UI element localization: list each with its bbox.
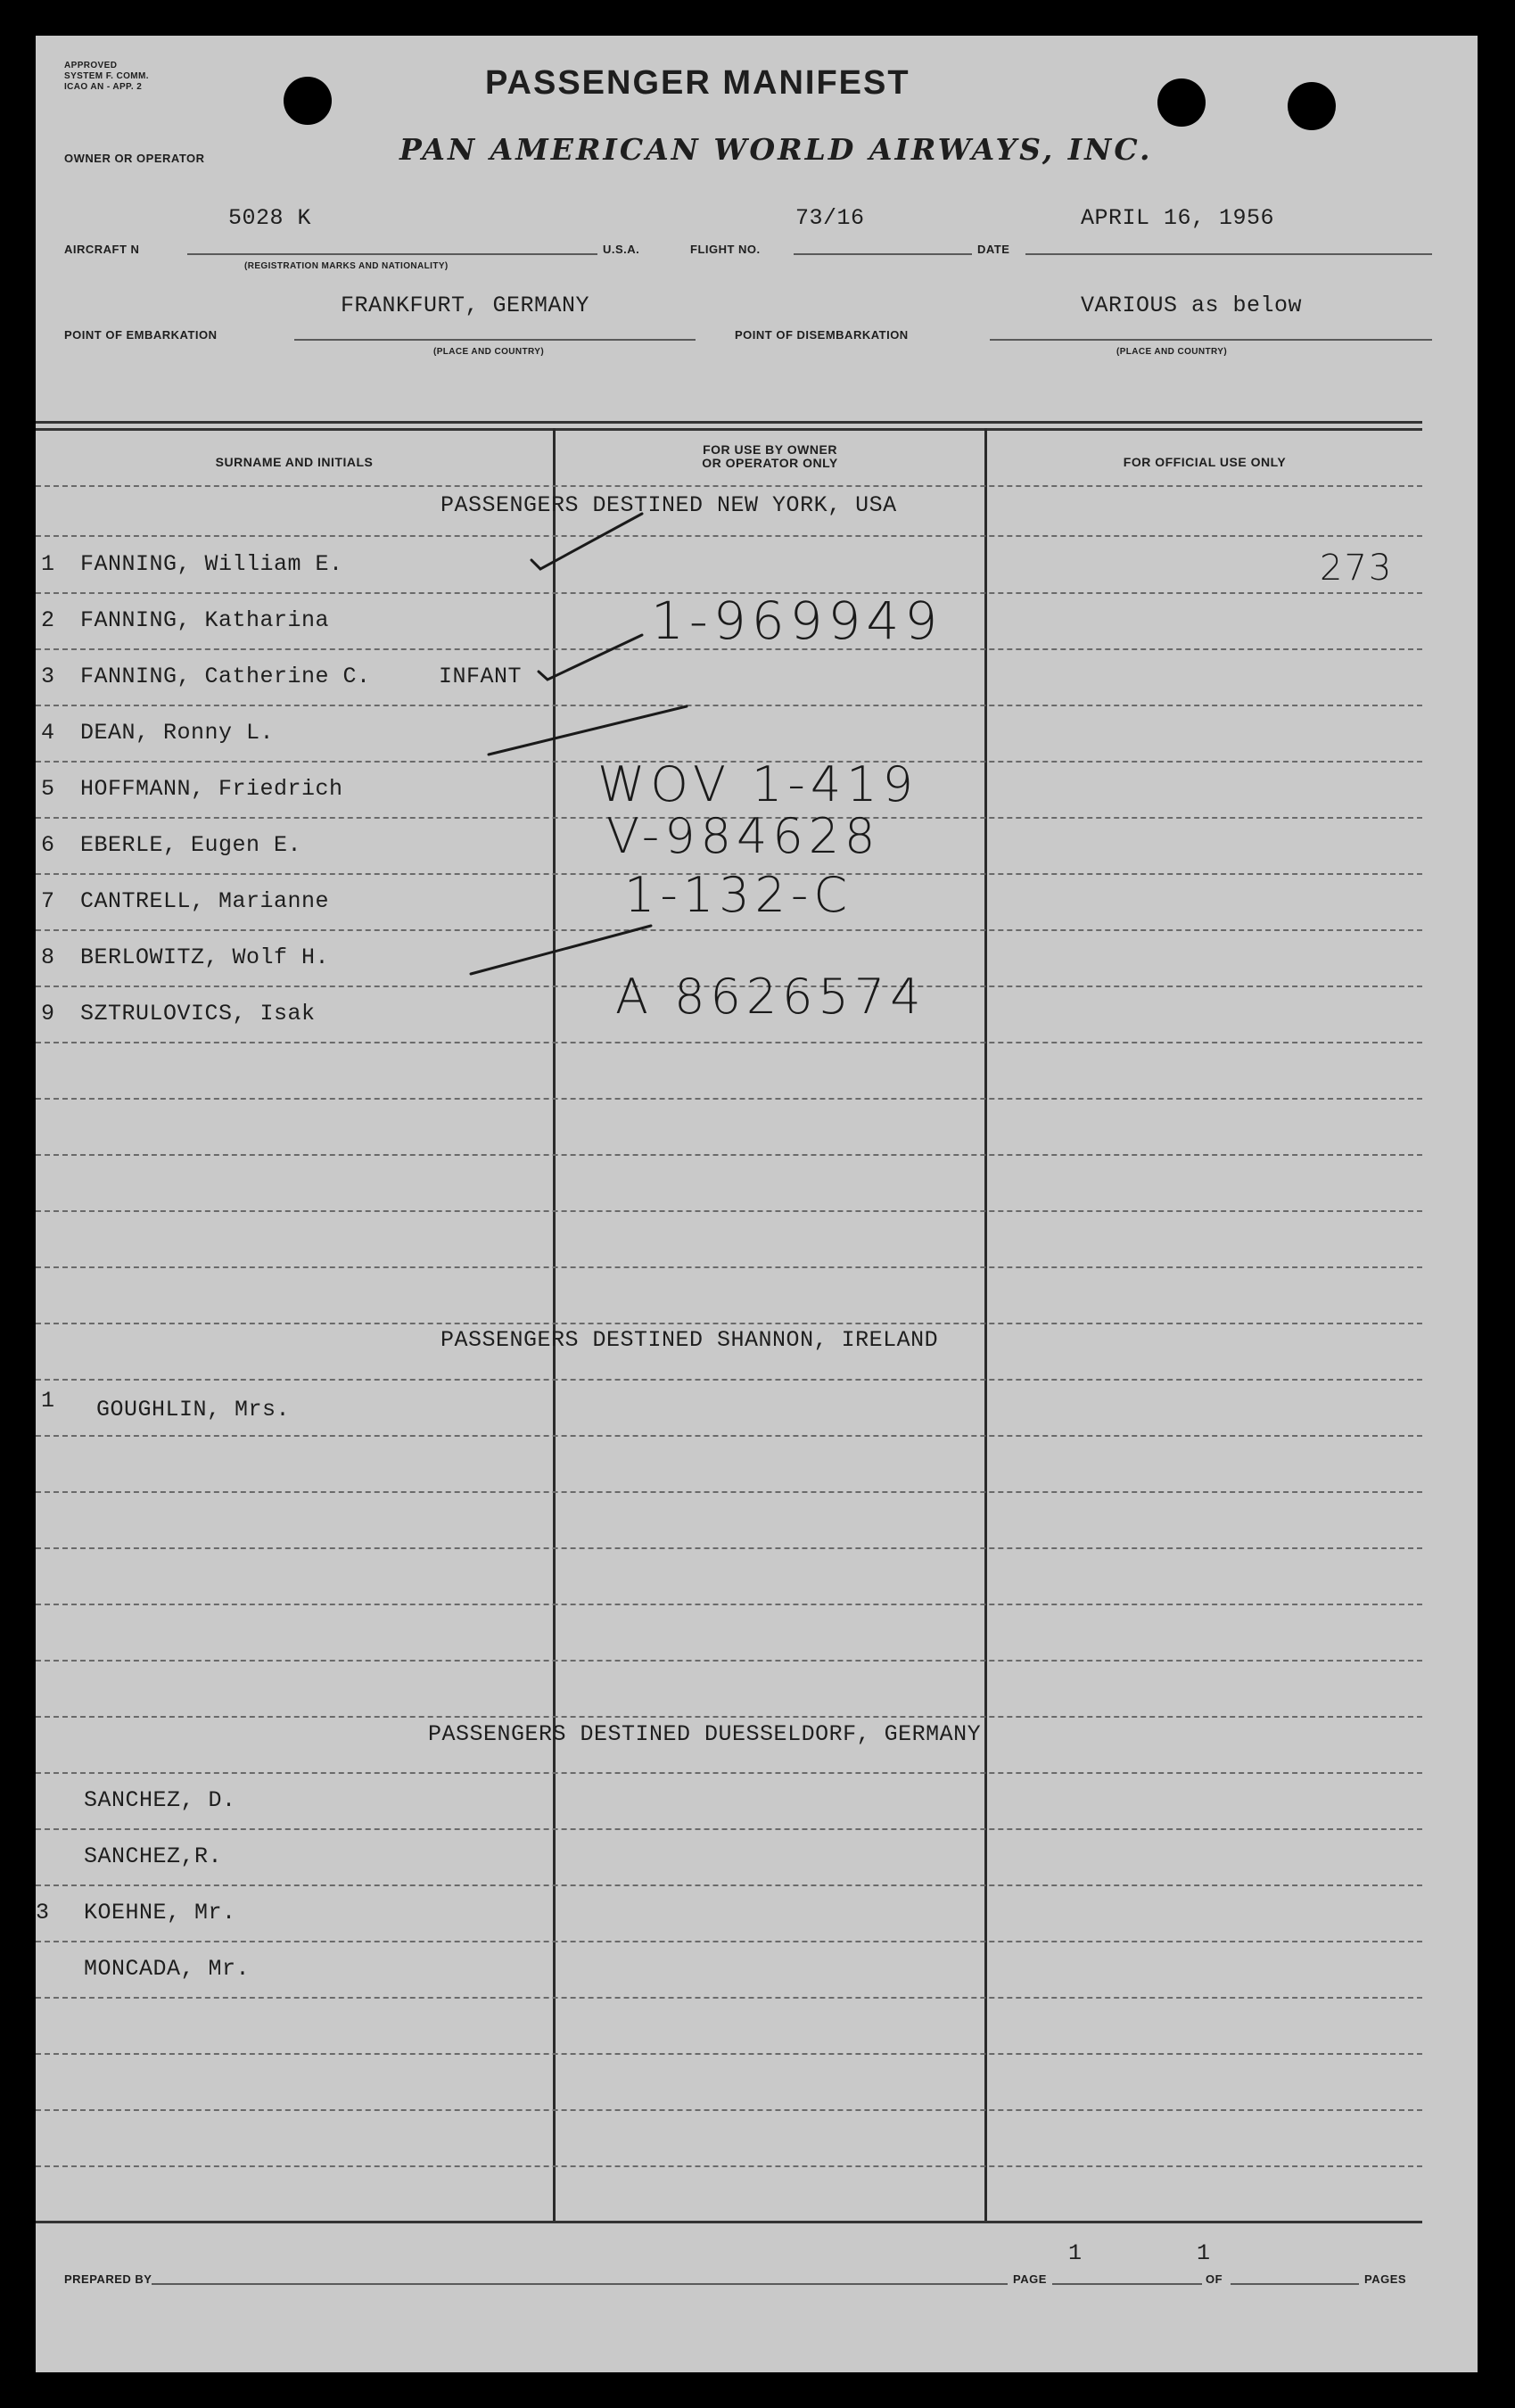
date-value: APRIL 16, 1956 xyxy=(1081,205,1275,231)
check-mark-1 xyxy=(531,514,642,569)
page-value: 1 xyxy=(1068,2240,1083,2266)
embark-caption: (PLACE AND COUNTRY) xyxy=(433,347,545,357)
handwritten-ref-4: 1-132-C xyxy=(624,867,853,923)
passenger-name: FANNING, William E. xyxy=(80,551,343,577)
embark-value: FRANKFURT, GERMANY xyxy=(341,293,590,318)
passenger-name: MONCADA, Mr. xyxy=(84,1956,251,1982)
flight-value: 73/16 xyxy=(795,205,865,231)
disembark-value: VARIOUS as below xyxy=(1081,293,1303,318)
of-label: OF xyxy=(1206,2272,1223,2286)
prepared-underline xyxy=(152,2283,1008,2285)
row-number: 4 xyxy=(41,720,55,746)
of-value: 1 xyxy=(1197,2240,1211,2266)
section-heading-new-york: PASSENGERS DESTINED NEW YORK, USA xyxy=(441,492,897,518)
passenger-name: FANNING, Catherine C. xyxy=(80,664,371,689)
passenger-name: KOEHNE, Mr. xyxy=(84,1900,236,1926)
of-underline xyxy=(1231,2283,1359,2285)
column-header-owner-line1: FOR USE BY OWNER xyxy=(703,442,837,457)
passenger-note: INFANT xyxy=(439,664,523,689)
flight-label: FLIGHT NO. xyxy=(690,243,761,256)
row-number: 7 xyxy=(41,888,55,914)
passenger-name: HOFFMANN, Friedrich xyxy=(80,776,343,802)
column-header-surname: SURNAME AND INITIALS xyxy=(215,455,374,469)
handwritten-ref-5: A 8626574 xyxy=(615,969,926,1025)
row-number: 1 xyxy=(41,1388,55,1414)
column-header-official: FOR OFFICIAL USE ONLY xyxy=(1123,455,1287,469)
prepared-label: PREPARED BY xyxy=(64,2272,152,2286)
row-number: 1 xyxy=(41,551,55,577)
pages-label: PAGES xyxy=(1364,2272,1407,2286)
disembark-caption: (PLACE AND COUNTRY) xyxy=(1116,347,1228,357)
passenger-name: GOUGHLIN, Mrs. xyxy=(96,1397,291,1423)
check-mark-2 xyxy=(539,635,642,680)
section-heading-duesseldorf: PASSENGERS DESTINED DUESSELDORF, GERMANY xyxy=(428,1721,982,1747)
passenger-name: BERLOWITZ, Wolf H. xyxy=(80,944,330,970)
row-number: 6 xyxy=(41,832,55,858)
page-underline xyxy=(1052,2283,1202,2285)
approval-line-1: APPROVED xyxy=(64,61,118,70)
row-number: 9 xyxy=(41,1001,55,1027)
column-header-owner-line2: OR OPERATOR ONLY xyxy=(702,456,838,470)
disembark-label: POINT OF DISEMBARKATION xyxy=(735,328,909,342)
page-label: PAGE xyxy=(1013,2272,1047,2286)
passenger-name: SZTRULOVICS, Isak xyxy=(80,1001,316,1027)
handwritten-ref-3: V-984628 xyxy=(606,808,881,864)
strike-line-2 xyxy=(471,926,651,974)
company-name: PAN AMERICAN WORLD AIRWAYS, INC. xyxy=(399,132,1153,167)
row-number: 8 xyxy=(41,944,55,970)
owner-label: OWNER OR OPERATOR xyxy=(64,152,205,165)
section-heading-shannon: PASSENGERS DESTINED SHANNON, IRELAND xyxy=(441,1327,939,1353)
handwritten-strokes xyxy=(36,36,1478,2372)
passenger-name: SANCHEZ,R. xyxy=(84,1843,223,1869)
date-label: DATE xyxy=(977,243,1010,256)
passenger-name: SANCHEZ, D. xyxy=(84,1787,236,1813)
embark-label: POINT OF EMBARKATION xyxy=(64,328,218,342)
registration-caption: (REGISTRATION MARKS AND NATIONALITY) xyxy=(244,261,449,271)
handwritten-ref-2: WOV 1-419 xyxy=(597,756,918,812)
row-number: 2 xyxy=(41,607,55,633)
aircraft-label: AIRCRAFT N xyxy=(64,243,140,256)
usa-label: U.S.A. xyxy=(603,243,640,256)
passenger-name: CANTRELL, Marianne xyxy=(80,888,330,914)
aircraft-value: 5028 K xyxy=(228,205,312,231)
handwritten-ref-1: 1-969949 xyxy=(651,590,943,651)
strike-line-1 xyxy=(489,706,687,755)
row-number: 5 xyxy=(41,776,55,802)
manifest-sheet xyxy=(36,36,1478,2372)
official-number: 273 xyxy=(1320,548,1394,589)
passenger-name: FANNING, Katharina xyxy=(80,607,330,633)
approval-line-2: SYSTEM F. COMM. xyxy=(64,71,149,81)
row-number: 3 xyxy=(41,664,55,689)
approval-line-3: ICAO AN - APP. 2 xyxy=(64,82,143,92)
passenger-name: DEAN, Ronny L. xyxy=(80,720,275,746)
row-number: 3 xyxy=(36,1900,50,1926)
passenger-name: EBERLE, Eugen E. xyxy=(80,832,302,858)
form-title: PASSENGER MANIFEST xyxy=(485,64,910,102)
